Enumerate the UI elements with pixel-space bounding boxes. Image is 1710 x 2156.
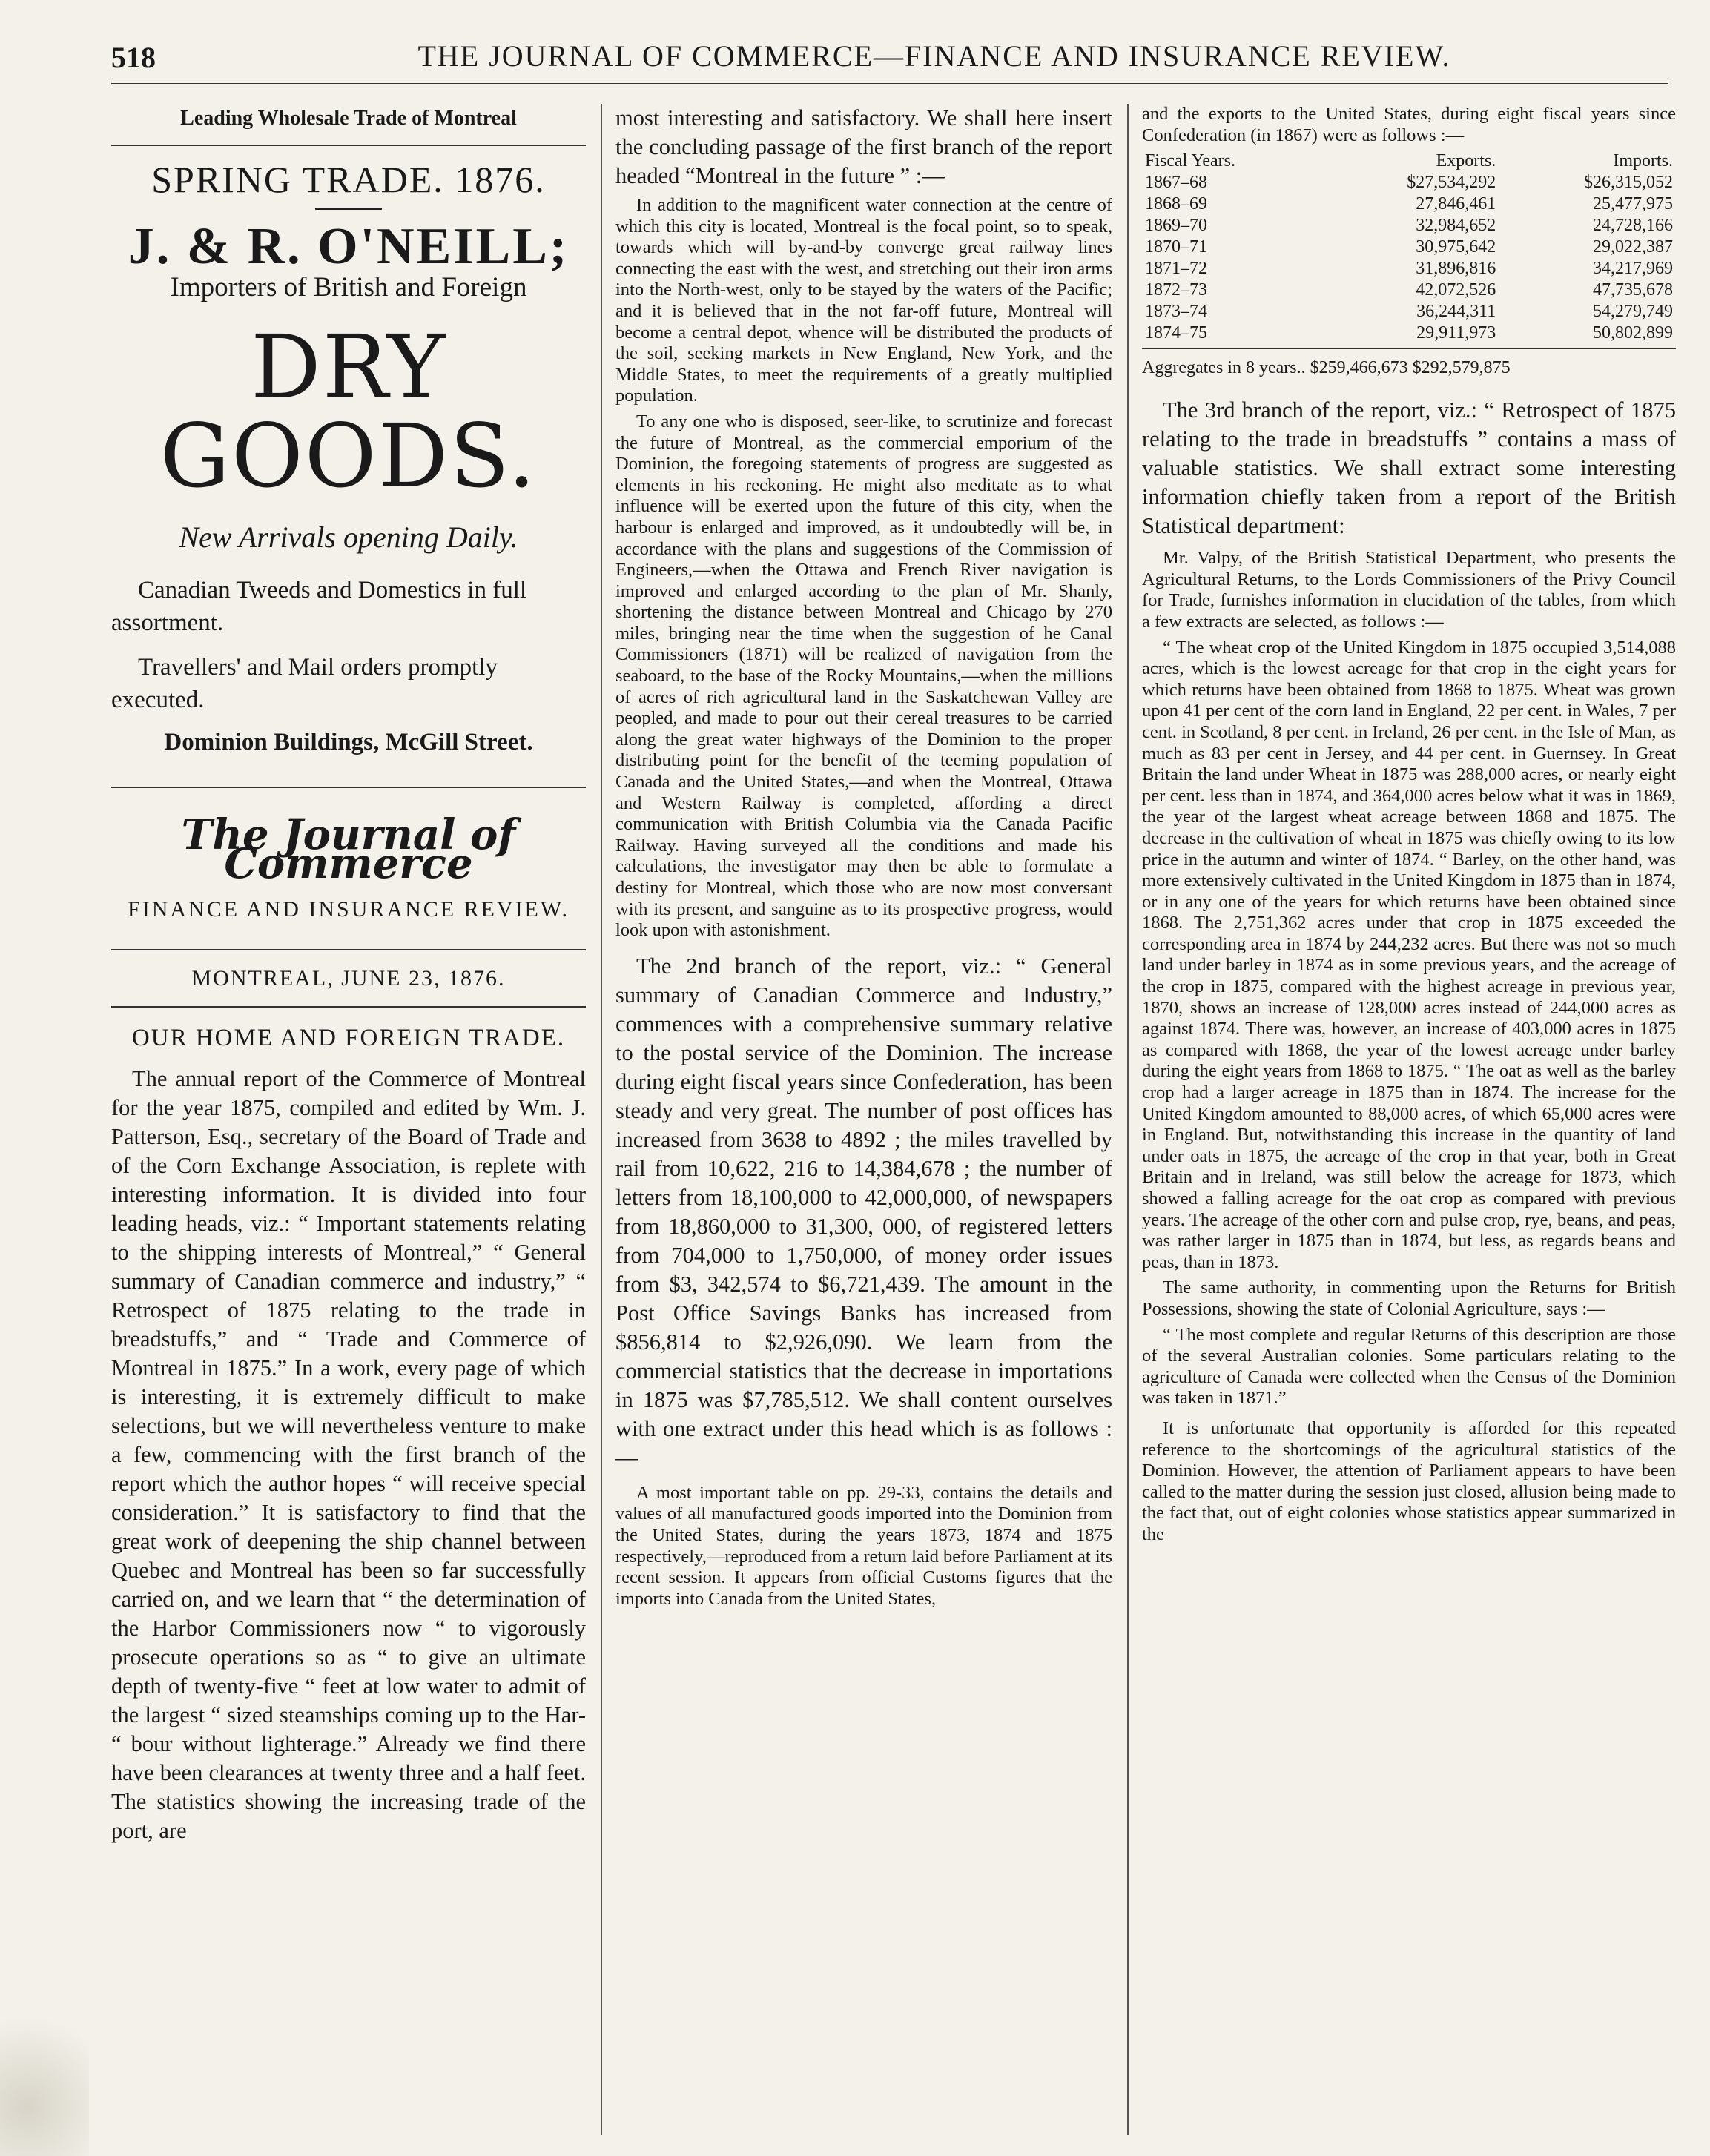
article-paragraph: The 3rd branch of the report, viz.: “ Retrospect of 1875 relating to the trade in breadstuffs ” contains a mass of valuable statistics. We shall extract some interesting information chiefly taken from a report of the British Statistical department: <box>1142 397 1676 539</box>
ad-season: SPRING TRADE. 1876. <box>151 159 546 200</box>
divider <box>111 1006 586 1008</box>
running-title: THE JOURNAL OF COMMERCE—FINANCE AND INSURANCE REVIEW. <box>417 39 1451 73</box>
page-header <box>111 30 1668 84</box>
divider <box>111 949 586 950</box>
table-cell: 54,279,749 <box>1593 302 1673 322</box>
table-cell: 1874–75 <box>1145 323 1207 343</box>
divider-short <box>315 208 382 210</box>
ad-firm-name: J. & R. O'NEILL; <box>128 218 570 275</box>
table-cell: 24,728,166 <box>1593 216 1673 236</box>
masthead-title: The Journal of Commerce <box>181 810 516 888</box>
trade-table <box>1142 151 1676 344</box>
table-cell: 27,846,461 <box>1416 194 1496 214</box>
ad-importers: Importers of British and Foreign <box>170 272 527 302</box>
table-cell: 34,217,969 <box>1593 259 1673 279</box>
ad-line-2: Travellers' and Mail orders promptly executed. <box>111 654 498 713</box>
quoted-paragraph: To any one who is disposed, seer-like, to scrutinize and forecast the future of Montreal, as the commercial emporium of the Dominion, the foregoing statements of progress are suggested as elements in his reckoning. He might also meditate as to what influence will be exerted upon the future of this city, when the harbour is enlarged and improved, as it undoubtedly will be, in accordance with the plans and suggestions of the Commission of Engineers,—when the Ottawa and French River navigation is improved and enlarged according to the plan of Mr. Shanly, shortening the distance between Montreal and Chicago by 270 miles, bringing near the time when the suggestion of he Canal Commissioners (1871) will be realized of navigation from the seaboard, to the base of the Rocky Mountains,—when the millions of acres of rich agricultural land in the Saskatchewan Valley are peopled, and made to pour out their cereal treasures to be carried along the great water highways of the Dominion to the proper distributing point for the benefit of the teeming population of Canada and the United States,—and when the Montreal, Ottawa and Western Railway is completed, affording a direct communication with British Columbia via the Canada Pacific Railway. Having surveyed all the conditions and made his calculations, the investigator may then be able to formulate a destiny for Montreal, which those who are now most conversant with its present, and sanguine as to its prospective progress, would look upon with astonishment. <box>615 411 1112 941</box>
table-cell: 31,896,816 <box>1416 259 1496 279</box>
table-cell: 1872–73 <box>1145 280 1207 300</box>
table-cell: 1871–72 <box>1145 259 1207 279</box>
ad-arrivals: New Arrivals opening Daily. <box>179 520 518 554</box>
article-paragraph: The annual report of the Commerce of Montreal for the year 1875, compiled and edited by Wm. J. Patterson, Esq., secretary of the Board of Trade and of the Corn Exchange Association, is replete with interesting information. It is divided into four leading heads, viz.: “ Important statements relating to the shipping interests of Montreal,” “ General summary of Canadian commerce and industry,” “ Retrospect of 1875 relating to the trade in breadstuffs,” and “ Trade and Commerce of Montreal in 1875.” In a work, every page of which is interesting, it is extremely difficult to make selections, but we will nevertheless venture to make a few, commencing with the first branch of the report which the author hopes “ will receive special consideration.” It is satisfactory to find that the great work of deepening the ship channel between Quebec and Montreal has been so far successfully carried on, and we learn that “ the determination of the Harbor Commissioners now “ to vigorously prosecute operations so as “ to give an ultimate depth of twenty-five “ feet at low water to admit of the largest “ sized steamships coming up to the Har- “ bour without lighterage.” Already we find there have been clearances at twenty three and a half feet. The statistics showing the increasing trade of the port, are <box>111 1066 586 1843</box>
column-rule-1 <box>601 104 602 2135</box>
table-row <box>1142 237 1676 258</box>
quoted-paragraph: “ The most complete and regular Returns of this description are those of the several Australian colonies. Some particulars relating to the agriculture of Canada were collected when the Census of the Dominion was taken in 1871.” <box>1142 1324 1676 1409</box>
table-cell: 42,072,526 <box>1416 280 1496 300</box>
aggregate-label: Aggregates in 8 years.. <box>1142 358 1306 378</box>
table-cell: 50,802,899 <box>1593 323 1673 343</box>
quoted-paragraph: The same authority, in commenting upon the Returns for British Possessions, showing the state of Colonial Agriculture, says :— <box>1142 1277 1676 1319</box>
aggregate-exports: $259,466,673 <box>1310 358 1408 378</box>
divider <box>111 145 586 146</box>
quoted-paragraph: In addition to the magnificent water connection at the centre of which this city is located, Montreal is the focal point, so to speak, towards which will by-and-by converge great railway lines connecting the east with the west, and stretching out their iron arms into the North-west, only to be stayed by the waters of the Pacific; and it is believed that in the not far-off future, Montreal will become a central depot, whence will be distributed the products of the soil, seeking markets in New England, New York, and the Middle States, to meet the requirements of a greatly multiplied population. <box>615 195 1112 406</box>
column-2 <box>615 104 1112 2135</box>
table-cell: 32,984,652 <box>1416 216 1496 236</box>
table-row <box>1142 301 1676 323</box>
table-cell: 47,735,678 <box>1593 280 1673 300</box>
table-cell: 1870–71 <box>1145 237 1207 257</box>
table-cell: $26,315,052 <box>1584 173 1673 193</box>
table-cell: 1868–69 <box>1145 194 1207 214</box>
table-row <box>1142 215 1676 237</box>
article-paragraph: most interesting and satisfactory. We shall here insert the concluding passage of the first branch of the report headed “Montreal in the future ” :— <box>615 105 1112 188</box>
table-cell: $27,534,292 <box>1407 173 1496 193</box>
table-row <box>1142 323 1676 344</box>
column-3 <box>1142 104 1676 2135</box>
page-number: 518 <box>111 41 156 74</box>
ad-address: Dominion Buildings, McGill Street. <box>164 729 533 755</box>
table-cell: 25,477,975 <box>1593 194 1673 214</box>
table-header: Exports. <box>1436 151 1496 171</box>
aggregate-imports: $292,579,875 <box>1412 358 1511 378</box>
ad-dry-goods: DRY GOODS. <box>159 316 538 507</box>
paper-stain <box>0 1993 89 2156</box>
table-header-row <box>1142 151 1676 172</box>
table-aggregate <box>1142 348 1676 383</box>
ad-kicker: Leading Wholesale Trade of Montreal <box>180 107 517 130</box>
table-cell: 1873–74 <box>1145 302 1207 322</box>
masthead-subtitle: FINANCE AND INSURANCE REVIEW. <box>128 897 570 922</box>
quoted-paragraph: Mr. Valpy, of the British Statistical Department, who presents the Agricultural Returns, to the Lords Commissioners of the Privy Council for Trade, furnishes information in elucidation of the tables, from which a few extracts are selected, as follows :— <box>1142 548 1676 632</box>
column-rule-2 <box>1127 104 1129 2135</box>
dateline: MONTREAL, JUNE 23, 1876. <box>191 966 506 991</box>
quoted-paragraph: and the exports to the United States, during eight fiscal years since Confederation (in 1867) were as follows :— <box>1142 104 1676 145</box>
table-header: Imports. <box>1613 151 1673 171</box>
divider <box>111 787 586 788</box>
ad-line-1: Canadian Tweeds and Domestics in full assortment. <box>111 577 527 636</box>
table-cell: 29,022,387 <box>1593 237 1673 257</box>
table-row <box>1142 258 1676 280</box>
table-row <box>1142 280 1676 301</box>
table-row <box>1142 172 1676 194</box>
article-paragraph: It is unfortunate that opportunity is afforded for this repeated reference to the shortcomings of the agricultural statistics of the Dominion. However, the attention of Parliament appears to have been called to the matter during the session just closed, allusion being made to the fact that, out of eight colonies whose statistics appear summarized in the <box>1142 1418 1676 1544</box>
table-cell: 36,244,311 <box>1416 302 1496 322</box>
table-header: Fiscal Years. <box>1145 151 1236 171</box>
quoted-paragraph: “ The wheat crop of the United Kingdom in 1875 occupied 3,514,088 acres, which is the lowest acreage for that crop in the eight years for which returns have been obtained from 1868 to 1875. Wheat was grown upon 41 per cent of the corn land in England, 22 per cent. in Wales, 7 per cent. in Scotland, 8 per cent. in Ireland, 26 per cent. in the Isle of Man, as much as 83 per cent in Jersey, and 44 per cent. in Guernsey. In Great Britain the land under Wheat in 1875 was 288,000 acres, or nearly eight per cent. less than in 1874, and 364,000 acres below what it was in 1869, the year of the largest wheat acreage between 1868 and 1875. The decrease in the cultivation of wheat in 1875 was chiefly owing to its low price in the autumn and winter of 1874. “ Barley, on the other hand, was more extensively cultivated in the United Kingdom in 1875 than in 1874, or in any one of the years for which returns have been obtained since 1868. The 2,751,362 acres under that crop in 1875 exceeded the corresponding area in 1874 by 244,232 acres. But there was not so much land under barley in 1874 as in some previous years, and the acreage of the crop in 1875, compared with the highest acreage in previous year, 1870, shows an increase of 128,000 acres instead of 244,000 acres as against 1874. There was, however, an increase of 403,000 acres in 1875 as compared with 1868, the year of the lowest acreage under barley during the eight years from 1868 to 1875. “ The oat as well as the barley crop had a larger acreage in 1875 than in 1874. The increase for the United Kingdom amounted to 88,000 acres, of which 65,000 acres were in England. But, notwithstanding this increase in the quantity of land under oats in 1875, the acreage of the crop in that year, both in Great Britain and in Ireland, was still below the acreage for 1873, which showed a falling acreage for the oat crop as compared with previous years. The acreage of the other corn and pulse crop, rye, beans, and peas, was rather larger in 1875 than in 1874, but less, as regards beans and peas, than in 1873. <box>1142 637 1676 1272</box>
table-cell: 30,975,642 <box>1416 237 1496 257</box>
table-cell: 1867–68 <box>1145 173 1207 193</box>
article-paragraph: The 2nd branch of the report, viz.: “ General summary of Canadian Commerce and Industry,” commences with a comprehensive summary relative to the postal service of the Dominion. The increase during eight fiscal years since Confederation, has been steady and very great. The number of post offices has increased from 3638 to 4892 ; the miles travelled by rail from 10,622, 216 to 14,384,678 ; the number of letters from 18,100,000 to 42,000,000, of newspapers from 18,860,000 to 31,300, 000, of registered letters from 704,000 to 1,750,000, of money order issues from $3, 342,574 to $6,721,439. The amount in the Post Office Savings Banks has increased from $856,814 to $2,926,090. We learn from the commercial statistics that the decrease in importations in 1875 was $7,785,512. We shall content ourselves with one extract under this head which is as follows :— <box>615 953 1112 1470</box>
article-title: OUR HOME AND FOREIGN TRADE. <box>131 1025 566 1051</box>
table-row <box>1142 194 1676 215</box>
table-cell: 1869–70 <box>1145 216 1207 236</box>
quoted-paragraph: A most important table on pp. 29-33, contains the details and values of all manufactured goods imported into the Dominion from the United States, during the years 1873, 1874 and 1875 respectively,—reproduced from a return laid before Parliament at its recent session. It appears from official Customs figures that the imports into Canada from the United States, <box>615 1482 1112 1609</box>
table-cell: 29,911,973 <box>1416 323 1496 343</box>
column-1 <box>111 104 586 2135</box>
